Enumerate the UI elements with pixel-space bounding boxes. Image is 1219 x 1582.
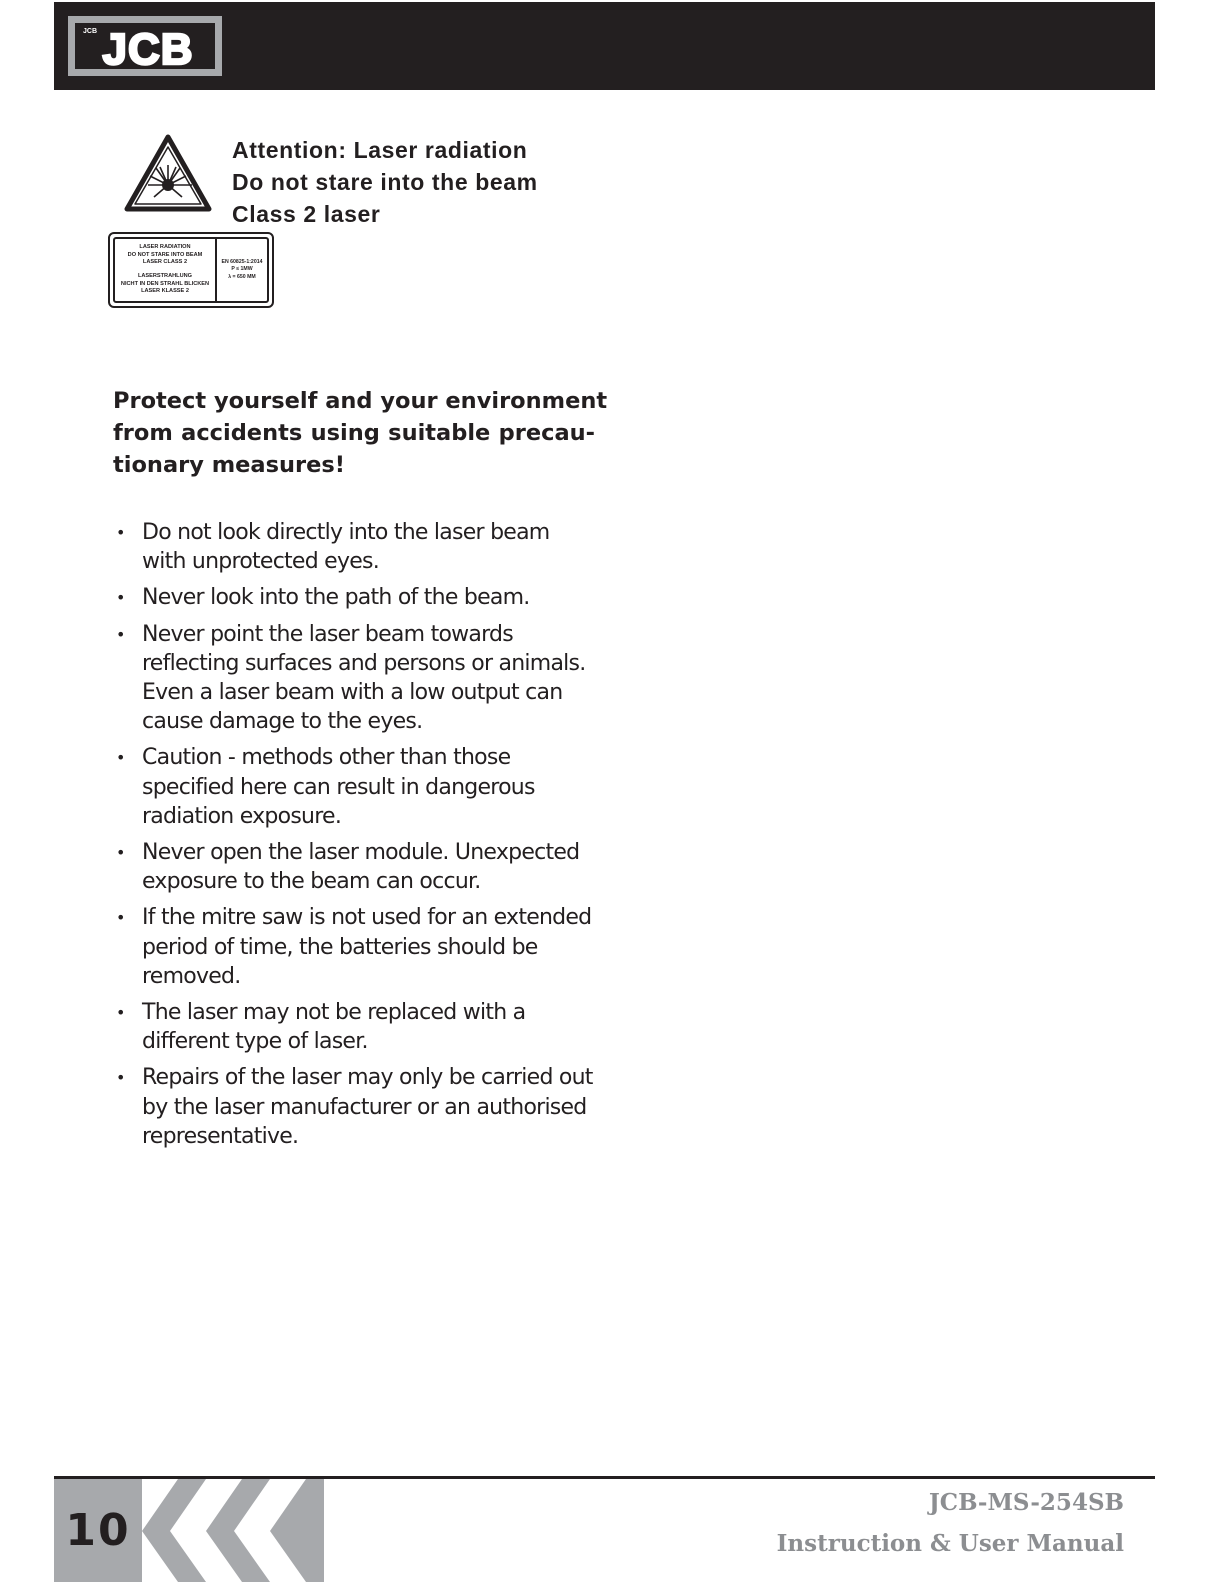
logo-small-text: JCB xyxy=(83,28,98,35)
laser-safety-list xyxy=(113,518,603,1158)
list-item xyxy=(113,998,603,1056)
bullet-glyph: • xyxy=(116,843,125,863)
bullet-glyph: • xyxy=(116,908,125,928)
protect-line: Protect yourself and your environment xyxy=(113,388,608,414)
list-item-line: Even a laser beam with a low output can xyxy=(142,680,563,706)
laser-label-left xyxy=(115,239,217,301)
protect-line: tionary measures! xyxy=(113,452,346,478)
label-line: DO NOT STARE INTO BEAM xyxy=(127,251,203,258)
protect-line: from accidents using suitable precau- xyxy=(113,420,595,446)
list-item-line: cause damage to the eyes. xyxy=(142,709,423,735)
list-item-line: specified here can result in dangerous xyxy=(142,774,535,800)
list-item xyxy=(113,620,603,737)
list-item-line: reflecting surfaces and persons or animals. xyxy=(142,650,586,676)
label-line: λ = 650 MM xyxy=(228,273,256,280)
list-item-line: Never open the laser module. Unexpected xyxy=(142,840,580,866)
laser-label-right xyxy=(217,239,267,301)
list-item-line: Never point the laser beam towards xyxy=(142,621,513,647)
list-item-line: exposure to the beam can occur. xyxy=(142,869,481,895)
list-item-line: radiation exposure. xyxy=(142,803,342,829)
label-line: LASERSTRAHLUNG xyxy=(137,273,193,279)
label-line: P ≤ 1MW xyxy=(231,266,253,273)
logo-text: JCB xyxy=(102,25,194,74)
label-line: EN 60825-1:2014 xyxy=(221,258,263,265)
attention-line: Attention: Laser radiation xyxy=(232,137,528,163)
list-item-line: Repairs of the laser may only be carried out xyxy=(142,1065,593,1091)
list-item-line: If the mitre saw is not used for an extended xyxy=(142,905,592,931)
bullet-glyph: • xyxy=(116,624,125,644)
jcb-logo xyxy=(68,16,222,76)
footer-model: JCB-MS-254SB xyxy=(928,1489,1124,1516)
bullet-glyph: • xyxy=(116,588,125,608)
bullet-glyph: • xyxy=(116,1068,125,1088)
list-item-line: Do not look directly into the laser beam xyxy=(142,520,550,545)
footer-manual: Instruction & User Manual xyxy=(776,1530,1124,1557)
label-line: LASER KLASSE 2 xyxy=(141,288,189,295)
label-line: LASER RADIATION xyxy=(139,244,191,251)
list-item-line: different type of laser. xyxy=(142,1029,368,1055)
list-item-line: representative. xyxy=(142,1123,299,1149)
laser-warning-triangle-icon xyxy=(124,134,212,212)
list-item xyxy=(113,838,603,896)
list-item-line: with unprotected eyes. xyxy=(142,549,379,575)
chevrons-decoration-icon xyxy=(142,1479,328,1582)
list-item xyxy=(113,583,603,612)
list-item-line: period of time, the batteries should be xyxy=(142,934,538,960)
list-item-line: Never look into the path of the beam. xyxy=(142,585,530,611)
jcb-logo-graphic xyxy=(68,16,222,76)
list-item-line: by the laser manufacturer or an authorised xyxy=(142,1094,587,1120)
laser-attention-text xyxy=(232,134,538,230)
list-item xyxy=(113,518,603,576)
bullet-glyph: • xyxy=(116,748,125,768)
attention-line: Class 2 laser xyxy=(232,201,381,227)
laser-class-label xyxy=(108,232,274,308)
attention-line: Do not stare into the beam xyxy=(232,169,538,195)
label-line: NICHT IN DEN STRAHL BLICKEN xyxy=(120,280,210,287)
bullet-glyph: • xyxy=(116,523,125,542)
list-item-line: Caution - methods other than those xyxy=(142,745,511,771)
bullet-glyph: • xyxy=(116,1003,125,1023)
page-number: 10 xyxy=(54,1479,142,1582)
list-item xyxy=(113,903,603,991)
list-item-line: removed. xyxy=(142,963,241,989)
list-item xyxy=(113,743,603,831)
list-item-line: The laser may not be replaced with a xyxy=(142,1000,526,1026)
list-item xyxy=(113,1063,603,1151)
protect-heading xyxy=(113,385,608,481)
label-line: LASER CLASS 2 xyxy=(142,259,188,266)
